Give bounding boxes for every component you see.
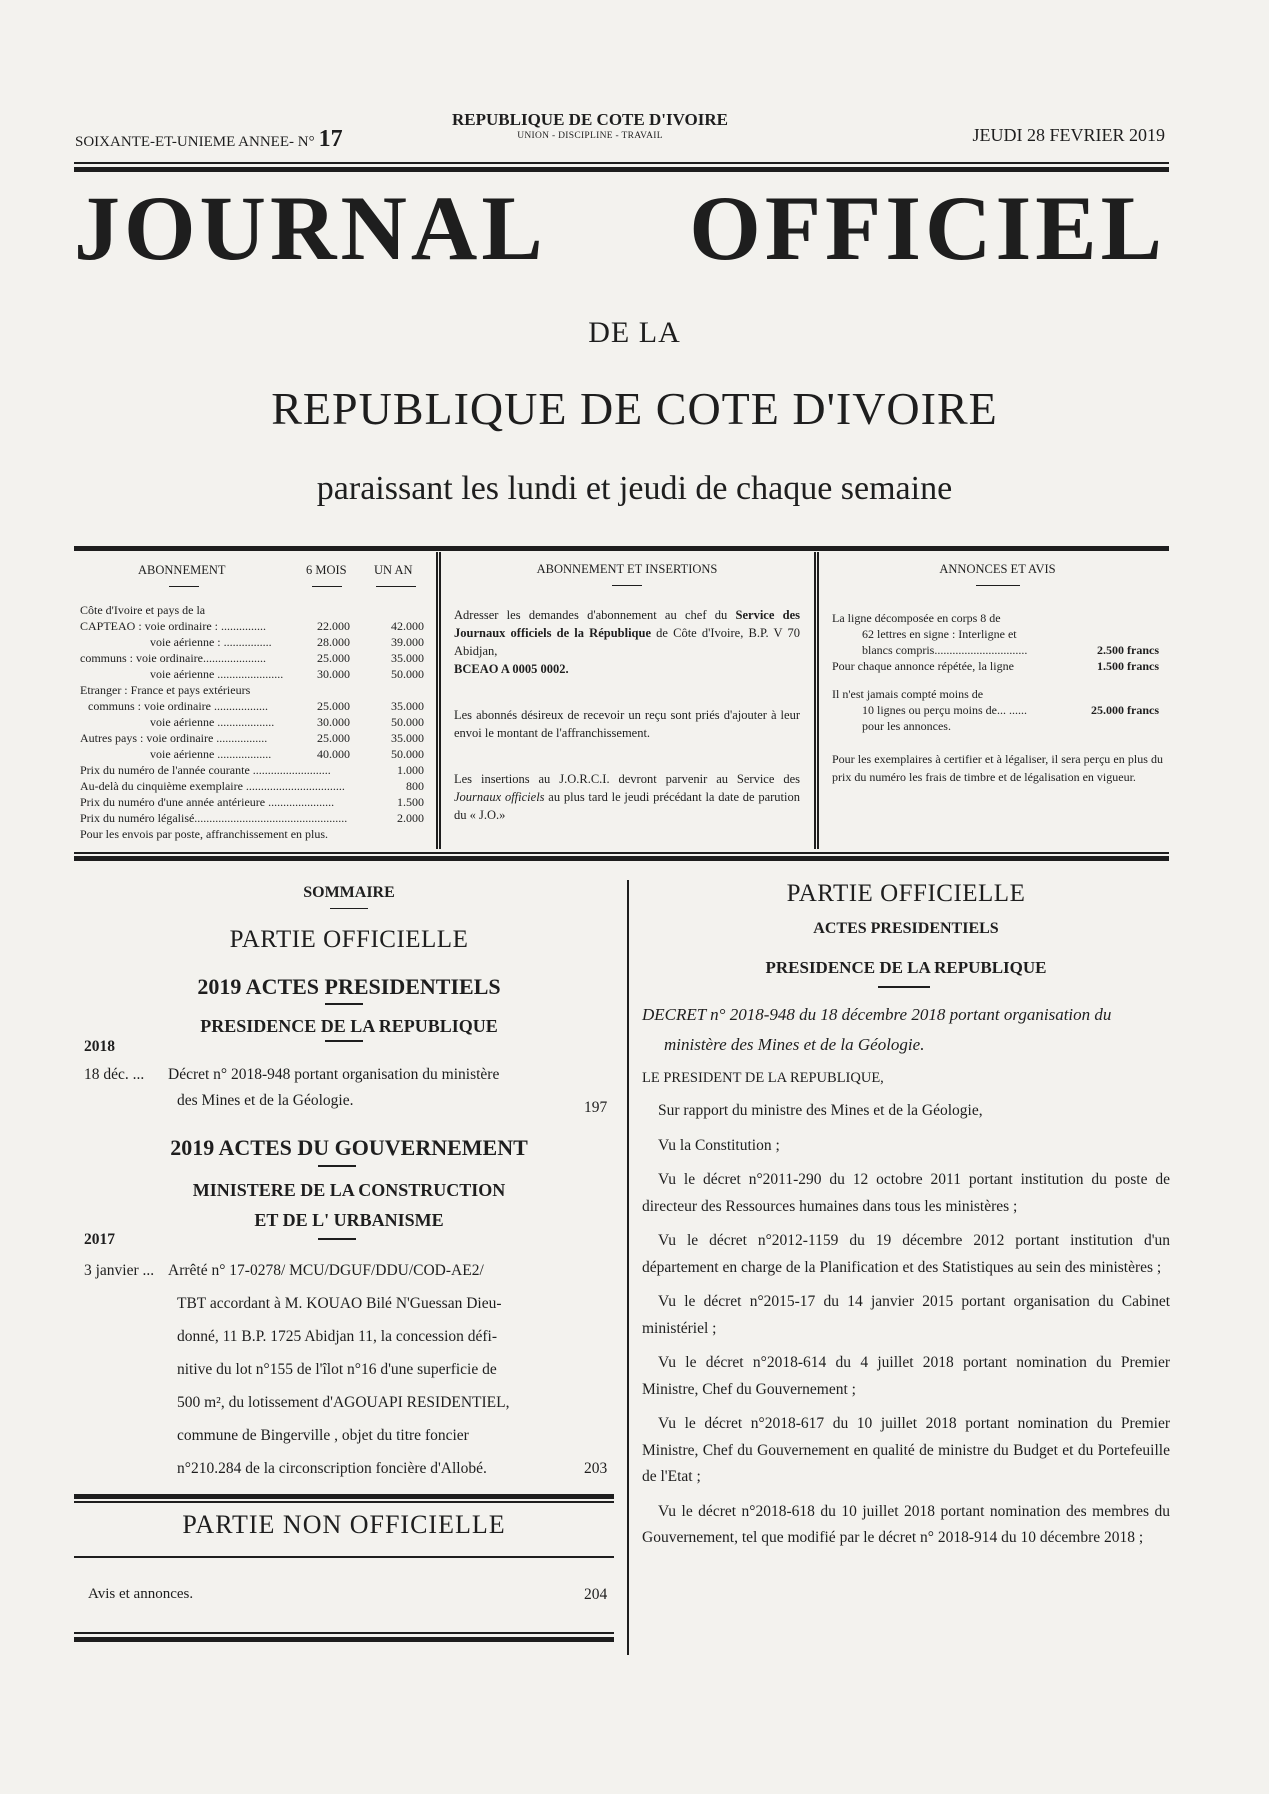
sommaire-partie-officielle: PARTIE OFFICIELLE <box>229 926 469 953</box>
abonnement-column <box>74 552 434 849</box>
decret-paragraph: Vu le décret n°2015-17 du 14 janvier 2015 portant organisation du Cabinet ministériel ; <box>642 1293 1170 1337</box>
decret-paragraph: Vu le décret n°2018-618 du 10 juillet 2018 portant nomination des membres du Gouvernement, tel que modifié par le décret n° 2018-914 du 10 décembre 2018 ; <box>642 1502 1170 1546</box>
republic-name: REPUBLIQUE DE COTE D'IVOIRE <box>452 110 728 129</box>
section-etranger: Etranger : France et pays extérieurs <box>80 683 251 697</box>
issue-number: 17 <box>318 126 343 152</box>
non-officielle-top-rule <box>74 1494 614 1499</box>
abonnement-rows <box>80 602 424 842</box>
column-divider <box>814 552 819 849</box>
insertions-paragraph-3: Les insertions au J.O.R.C.I. devront parvenir au Service des Journaux officiels au plus tard le jeudi précédant la date de parution du « J.O.» <box>454 772 800 822</box>
subtitle-republique: REPUBLIQUE DE COTE D'IVOIRE <box>271 383 998 434</box>
year-2017: 2017 <box>84 1231 115 1248</box>
tariff-row: voie aérienne : ................ 28.000 39.000 <box>150 635 424 649</box>
tariff-row: communs : voie ordinaire .................. 25.000 35.000 <box>88 699 424 713</box>
insertions-paragraph-2: Les abonnés désireux de recevoir un reçu sont priés d'ajouter à leur envoi le montant de l'affranchissement. <box>454 708 800 740</box>
price-row: Prix du numéro de l'année courante .......................... 1.000 <box>80 763 424 777</box>
tariff-row: voie aérienne ...................... 30.000 50.000 <box>150 667 424 681</box>
header-rule-thick <box>74 167 1169 172</box>
partie-non-officielle: PARTIE NON OFFICIELLE <box>182 1510 506 1539</box>
six-months-heading: 6 MOIS <box>306 563 347 577</box>
entry-decret-948-line2: des Mines et de la Géologie. <box>177 1092 354 1109</box>
title-word-journal: JOURNAL <box>74 177 547 279</box>
entry-page-number: 203 <box>584 1460 608 1477</box>
decret-paragraph: Sur rapport du ministre des Mines et de la Géologie, <box>658 1102 983 1119</box>
body-actes-presidentiels: ACTES PRESIDENTIELS <box>813 920 999 937</box>
annonces-line: blancs compris............................... 2.500 francs <box>862 643 1159 657</box>
entry-date: 18 déc. ... <box>84 1066 145 1083</box>
issue-info <box>75 126 343 153</box>
entry-arrete-17-0278 <box>168 1254 577 1485</box>
insertions-paragraph-1: Adresser les demandes d'abonnement au chef du Service des Journaux officiels de la République de Côte d'Ivoire, B.P. V 70 Abidjan, BCEAO A 0005 0002. <box>454 608 801 676</box>
annonces-line: pour les annonces. <box>862 719 951 733</box>
annonces-column <box>822 552 1169 849</box>
sommaire-presidence: PRESIDENCE DE LA REPUBLIQUE <box>200 1016 498 1036</box>
decret-paragraph: Vu le décret n°2011-290 du 12 octobre 2011 portant institution du poste de directeur des Ressources humaines dans tous les ministères ; <box>642 1171 1170 1215</box>
subscription-info <box>74 552 1169 849</box>
info-bottom-rule <box>74 852 1169 854</box>
sommaire-actes-presidentiels: 2019 ACTES PRESIDENTIELS <box>197 974 501 999</box>
column-divider <box>436 552 441 849</box>
column-separator <box>627 880 629 1655</box>
decret-paragraph: Vu le décret n°2018-617 du 10 juillet 2018 portant nomination du Premier Ministre, Chef du Gouvernement en qualité de ministre du Budget et du Portefeuille de l'Etat ; <box>642 1415 1170 1485</box>
annonces-line: Pour chaque annonce répétée, la ligne 1.500 francs <box>832 659 1159 673</box>
tariff-row: voie aérienne ................... 30.000 50.000 <box>150 715 424 729</box>
body-partie-officielle: PARTIE OFFICIELLE <box>786 880 1026 907</box>
arrete-line: TBT accordant à M. KOUAO Bilé N'Guessan Dieu- <box>177 1295 502 1312</box>
price-row: Prix du numéro d'une année antérieure ...................... 1.500 <box>80 795 424 809</box>
arrete-line: nitive du lot n°155 de l'îlot n°16 d'une superficie de <box>177 1361 497 1378</box>
arrete-line: donné, 11 B.P. 1725 Abidjan 11, la concession défi- <box>177 1328 498 1345</box>
decret-paragraph: Vu la Constitution ; <box>658 1136 780 1154</box>
avis-annonces: Avis et annonces. <box>88 1586 194 1602</box>
year-2018: 2018 <box>84 1038 115 1055</box>
body-presidence: PRESIDENCE DE LA REPUBLIQUE <box>765 958 1047 977</box>
annonces-final-paragraph: Pour les exemplaires à certifier et à légaliser, il sera perçu en plus du prix du numéro les frais de timbre et de légalisation en vigueur. <box>832 752 1163 784</box>
decret-paragraph: Vu le décret n°2018-614 du 4 juillet 2018 portant nomination du Premier Ministre, Chef du Gouvernement ; <box>642 1354 1170 1398</box>
price-row: Prix du numéro légalisé................................................... 2.000 <box>80 811 424 825</box>
postal-note: Pour les envois par poste, affranchissement en plus. <box>80 827 329 841</box>
abonnement-heading: ABONNEMENT <box>138 563 226 577</box>
title-word-officiel: OFFICIEL <box>689 177 1166 279</box>
publication-frequency: paraissant les lundi et jeudi de chaque semaine <box>316 470 953 507</box>
ministere-construction-line1: MINISTERE DE LA CONSTRUCTION <box>192 1180 506 1200</box>
arrete-line: n°210.284 de la circonscription foncière d'Allobé. <box>177 1460 487 1477</box>
entry-page-number: 204 <box>584 1586 608 1603</box>
subtitle-de-la: DE LA <box>588 316 681 349</box>
decret-paragraph: Vu le décret n°2012-1159 du 19 décembre 2012 portant institution d'un département en charge de la Planification et des Statistiques au sein des ministères ; <box>642 1232 1170 1276</box>
tariff-row: voie aérienne .................. 40.000 50.000 <box>150 747 424 761</box>
decret-title: DECRET n° 2018-948 du 18 décembre 2018 portant organisation du ministère des Mines et de la Géologie. <box>642 1005 1112 1054</box>
arrete-line: commune de Bingerville , objet du titre foncier <box>177 1427 469 1444</box>
one-year-heading: UN AN <box>374 563 413 577</box>
president-heading: LE PRESIDENT DE LA REPUBLIQUE, <box>642 1070 884 1086</box>
tariff-row: Autres pays : voie ordinaire ................. 25.000 35.000 <box>80 731 424 745</box>
info-top-rule <box>74 546 1169 551</box>
annonces-line: La ligne décomposée en corps 8 de <box>832 611 1001 625</box>
decret-body <box>642 1098 1170 1552</box>
republic-motto: UNION - DISCIPLINE - TRAVAIL <box>517 131 663 141</box>
arrete-line: Arrêté n° 17-0278/ MCU/DGUF/DDU/COD-AE2/ <box>168 1262 484 1279</box>
insertions-column <box>442 552 812 849</box>
header-rule <box>74 162 1169 164</box>
annonces-line: Il n'est jamais compté moins de <box>832 687 984 701</box>
entry-decret-948-line1: Décret n° 2018-948 portant organisation du ministère <box>168 1066 500 1083</box>
section-cote-ivoire: Côte d'Ivoire et pays de la <box>80 603 206 617</box>
tariff-row: communs : voie ordinaire..................... 25.000 35.000 <box>80 651 424 665</box>
arrete-line: 500 m², du lotissement d'AGOUAPI RESIDENTIEL, <box>177 1394 510 1411</box>
entry-page-number: 197 <box>584 1099 608 1116</box>
info-bottom-rule-thick <box>74 856 1169 861</box>
republic-header <box>360 110 820 141</box>
year-label: SOIXANTE-ET-UNIEME ANNEE- N° <box>75 134 315 150</box>
ministere-construction-line2: ET DE L' URBANISME <box>254 1210 444 1230</box>
annonces-line: 10 lignes ou perçu moins de... ...... 25.000 francs <box>862 703 1159 717</box>
sommaire-actes-gouvernement: 2019 ACTES DU GOUVERNEMENT <box>170 1135 528 1160</box>
entry-date: 3 janvier ... <box>84 1262 155 1279</box>
insertions-heading: ABONNEMENT ET INSERTIONS <box>536 562 718 576</box>
journal-title <box>74 177 1166 279</box>
annonces-line: 62 lettres en signe : Interligne et <box>862 627 1017 641</box>
price-row: Au-delà du cinquième exemplaire ................................. 800 <box>80 779 424 793</box>
tariff-row: CAPTEAO : voie ordinaire : ............... 22.000 42.000 <box>80 619 424 633</box>
sommaire-title: SOMMAIRE <box>74 884 624 909</box>
annonces-heading: ANNONCES ET AVIS <box>939 562 1056 576</box>
issue-date: JEUDI 28 FEVRIER 2019 <box>972 125 1165 145</box>
